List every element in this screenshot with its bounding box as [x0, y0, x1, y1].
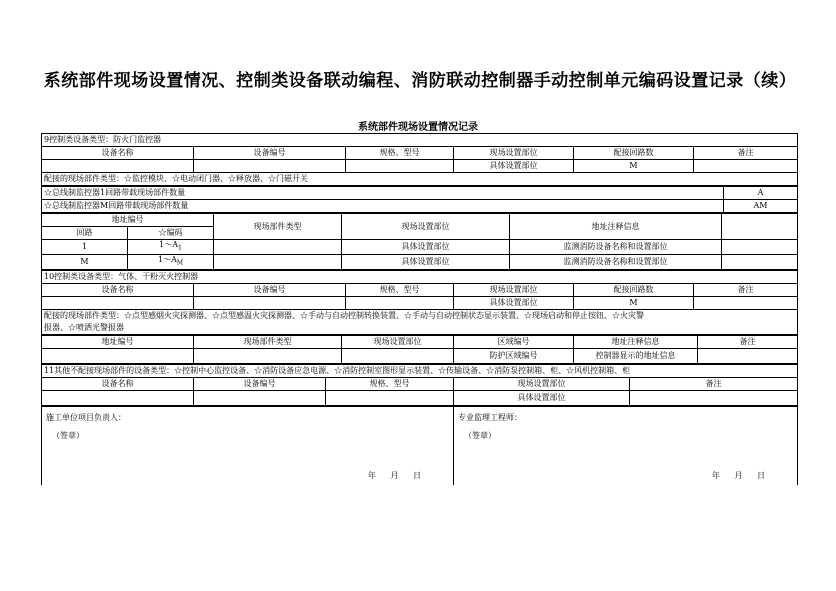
- sec10-display-addr: 控制器显示的地址信息: [574, 349, 698, 364]
- sec10-header-location: 现场设置部位: [454, 284, 574, 297]
- sec9-header-remark: 备注: [694, 147, 798, 160]
- sec9-row1-location: 具体设置部位: [342, 240, 510, 255]
- sec9-count-row2-value: AM: [724, 200, 798, 213]
- sec9-connected-types: 配接的现场部件类型：☆监控模块、☆电动闭门器、☆释放器、☆门磁开关: [42, 173, 798, 186]
- sec9-row1-code-text: 1～A: [159, 240, 179, 250]
- sec9-count-row2-label: ☆总线制监控器M回路带载现场部件数量: [42, 200, 724, 213]
- section-9-table: [41, 133, 798, 186]
- sec10-connected-line2: 报器、☆喷洒光警报器: [44, 323, 124, 332]
- sec9-row1-code-sub: 1: [178, 244, 182, 252]
- sec9-rowM-type[interactable]: [214, 255, 342, 270]
- sec9-header-name: 设备名称: [42, 147, 194, 160]
- sec9-code-header: ☆编码: [128, 227, 214, 240]
- sec11-cell-name[interactable]: [42, 391, 194, 406]
- sec10-addr-header: 地址编号: [42, 336, 194, 349]
- sec10-type-label: 10控制类设备类型：气体、干粉灭火控制器: [42, 271, 798, 284]
- page-title: 系统部件现场设置情况、控制类设备联动编程、消防联动控制器手动控制单元编码设置记录（续）: [43, 71, 797, 91]
- sec10-header-name: 设备名称: [42, 284, 194, 297]
- sec9-loop-header: 回路: [42, 227, 128, 240]
- sec10-note-header: 地址注释信息: [574, 336, 698, 349]
- sec9-row1-type[interactable]: [214, 240, 342, 255]
- signature-right[interactable]: [454, 407, 798, 486]
- sec10-type-header: 现场部件类型: [194, 336, 342, 349]
- sec11-specific-location: 具体设置部位: [454, 391, 630, 406]
- sec10-header-remark: 备注: [694, 284, 798, 297]
- sec9-addr-code-header: 地址编号: [42, 214, 214, 227]
- sec9-loop-value: M: [574, 160, 694, 173]
- sec9-rowM-info: 监测消防设备名称和设置部位: [510, 255, 722, 270]
- sec10-header-loops: 配接回路数: [574, 284, 694, 297]
- sec9-cell-name[interactable]: [42, 160, 194, 173]
- sec9-count-table: [41, 186, 798, 213]
- sec9-rowM-code-text: 1～A: [157, 255, 177, 265]
- sec9-row1-extra[interactable]: [722, 240, 798, 255]
- sec9-header-model: 规格、型号: [346, 147, 454, 160]
- sec9-header-number: 设备编号: [194, 147, 346, 160]
- sec9-address-table: [41, 213, 798, 270]
- sec9-header-loops: 配接回路数: [574, 147, 694, 160]
- sec11-type-label: 11其他不配接现场部件的设备类型：☆控制中心监控设备、☆消防设备应急电源、☆消防控制室图形显示装置、☆传输设备、☆消防泵控制箱、柜、☆风机控制箱、柜: [42, 365, 798, 378]
- sec10-zone-header: 区域编号: [454, 336, 574, 349]
- sec9-rowM-location: 具体设置部位: [342, 255, 510, 270]
- sec10-cell-type[interactable]: [194, 349, 342, 364]
- signature-left-date: 年 月 日: [367, 471, 427, 480]
- sec9-rowM-loop: M: [42, 255, 128, 270]
- sec11-header-name: 设备名称: [42, 378, 194, 391]
- signature-left-stamp: （签章）: [52, 431, 84, 440]
- sec9-rowM-code: [128, 255, 214, 270]
- sec10-loc-header: 现场设置部位: [342, 336, 454, 349]
- sec10-cell-remark[interactable]: [698, 349, 798, 364]
- section-10-table: [41, 270, 798, 335]
- signature-left-label: 施工单位项目负责人：: [46, 413, 126, 422]
- sec10-cell-model[interactable]: [346, 297, 454, 310]
- sec10-cell-remark[interactable]: [694, 297, 798, 310]
- sec11-cell-number[interactable]: [194, 391, 326, 406]
- signature-right-stamp: （签章）: [464, 431, 496, 440]
- sec9-rowM-extra[interactable]: [722, 255, 798, 270]
- sec10-address-table: [41, 335, 798, 364]
- sec9-header-location: 现场设置部位: [454, 147, 574, 160]
- sec11-header-location: 现场设置部位: [454, 378, 630, 391]
- sec10-protect-zone: 防护区域编号: [454, 349, 574, 364]
- sec10-cell-number[interactable]: [194, 297, 346, 310]
- sec9-specific-location: 具体设置部位: [454, 160, 574, 173]
- sec9-addr-note-header: 地址注释信息: [510, 214, 722, 240]
- sec9-count-row1-value: A: [724, 187, 798, 200]
- signature-right-label: 专业监理工程师：: [458, 413, 522, 422]
- signature-left[interactable]: [42, 407, 454, 486]
- sec9-location-header: 现场设置部位: [342, 214, 510, 240]
- page-subtitle: 系统部件现场设置情况记录: [358, 122, 478, 133]
- section-11-table: [41, 364, 798, 406]
- sec11-header-number: 设备编号: [194, 378, 326, 391]
- sec9-part-type-header: 现场部件类型: [214, 214, 342, 240]
- sec9-count-row1-label: ☆总线制监控器1回路带载现场部件数量: [42, 187, 724, 200]
- sec9-row1-code: [128, 240, 214, 255]
- sec10-specific-location: 具体设置部位: [454, 297, 574, 310]
- sec10-header-model: 规格、型号: [346, 284, 454, 297]
- signature-right-date: 年 月 日: [711, 471, 771, 480]
- sec9-cell-number[interactable]: [194, 160, 346, 173]
- sec9-type-label: 9控制类设备类型：防火门监控器: [42, 134, 798, 147]
- sec11-header-model: 规格、型号: [326, 378, 454, 391]
- sec10-remark-header: 备注: [698, 336, 798, 349]
- sec9-row1-info: 监测消防设备名称和设置部位: [510, 240, 722, 255]
- sec10-loop-value: M: [574, 297, 694, 310]
- sec10-header-number: 设备编号: [194, 284, 346, 297]
- sec11-cell-remark[interactable]: [630, 391, 798, 406]
- sec10-connected-prefix: 配接的现场部件类型：: [44, 311, 124, 320]
- sec10-cell-addr[interactable]: [42, 349, 194, 364]
- record-sheet: [41, 133, 797, 485]
- sec10-cell-name[interactable]: [42, 297, 194, 310]
- sec9-addr-extra-header: [722, 214, 798, 240]
- sec11-header-remark: 备注: [630, 378, 798, 391]
- sec10-connected-types: [42, 310, 798, 335]
- signature-table: [41, 406, 798, 485]
- sec9-cell-model[interactable]: [346, 160, 454, 173]
- sec10-cell-loc[interactable]: [342, 349, 454, 364]
- sec9-rowM-code-sub: M: [176, 259, 184, 267]
- sec11-cell-model[interactable]: [326, 391, 454, 406]
- sec10-connected-line1: ☆点型感烟火灾探测器、☆点型感温火灾探测器、☆手动与自动控制转换装置、☆手动与自动控制状态显示装置、☆现场启动和停止按钮、☆火灾警: [124, 311, 644, 320]
- sec9-row1-loop: 1: [42, 240, 128, 255]
- sec9-cell-remark[interactable]: [694, 160, 798, 173]
